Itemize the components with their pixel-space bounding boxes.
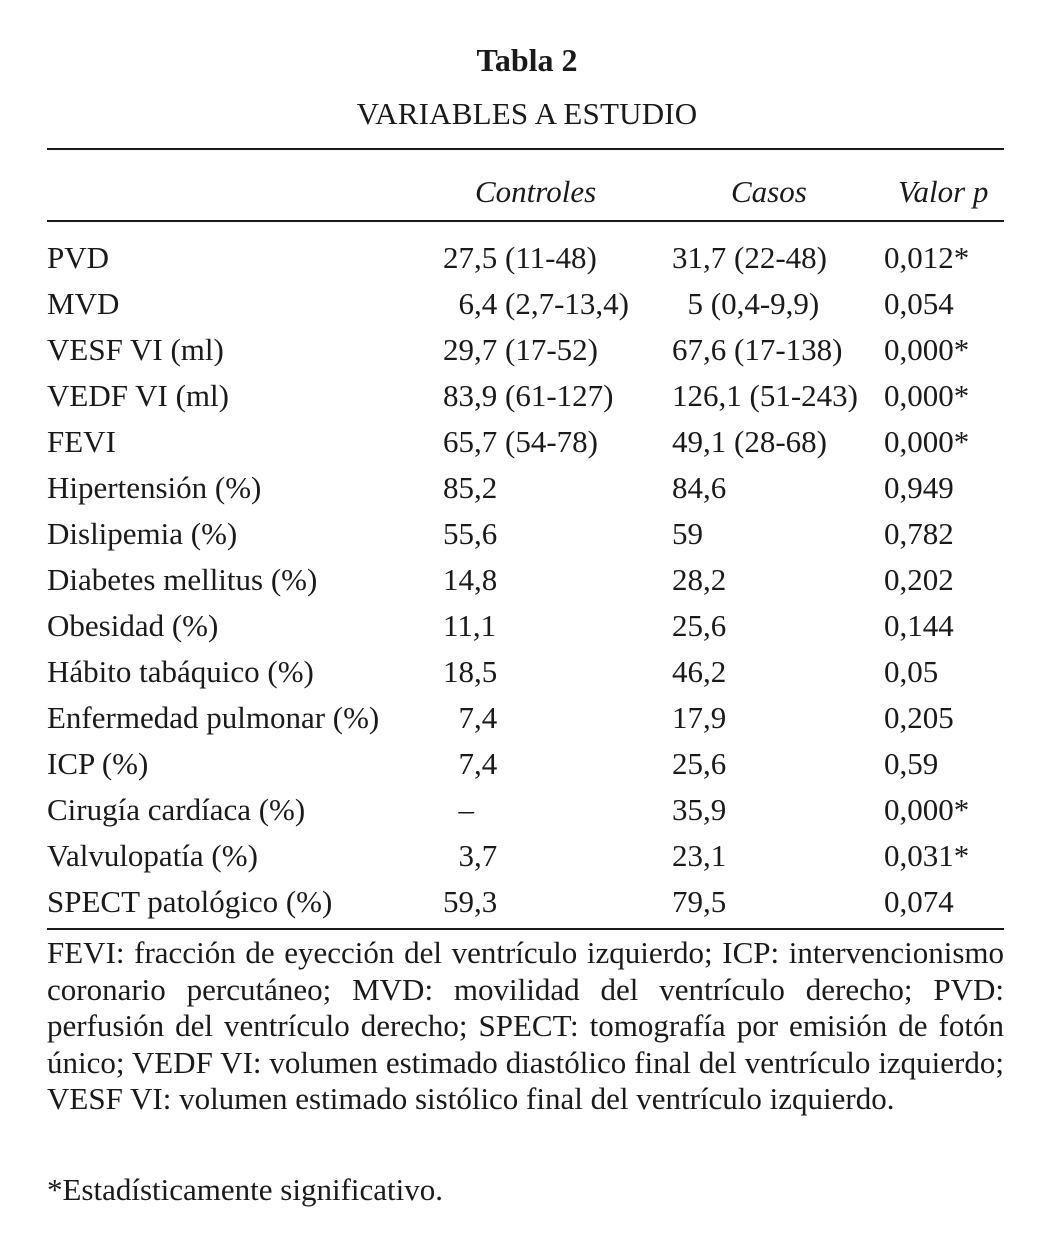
cell-variable	[47, 787, 443, 833]
cell-controles	[443, 741, 672, 787]
table-row	[47, 833, 1004, 879]
table-row	[47, 695, 1004, 741]
cell-valor-p	[884, 557, 1004, 603]
cell-controles-text: 6,4 (2,7-13,4)	[458, 286, 629, 321]
cell-controles	[443, 327, 672, 373]
cell-variable-text: Hábito tabáquico (%)	[47, 654, 314, 689]
cell-variable-text: Obesidad (%)	[47, 608, 219, 643]
cell-casos	[672, 281, 884, 327]
cell-variable	[47, 603, 443, 649]
header-valor-p: Valor p	[898, 174, 989, 209]
cell-valor-p-text: 0,000*	[884, 378, 970, 413]
cell-casos-text: 79,5	[672, 884, 727, 919]
cell-casos-text: 49,1 (28-68)	[672, 424, 827, 459]
bottom-rule	[47, 928, 1004, 930]
cell-variable	[47, 695, 443, 741]
cell-casos	[672, 327, 884, 373]
cell-valor-p	[884, 327, 1004, 373]
cell-valor-p	[884, 649, 1004, 695]
cell-casos	[672, 879, 884, 925]
cell-variable	[47, 879, 443, 925]
abbreviations-footnote: FEVI: fracción de eyección del ventrículo izquierdo; ICP: intervencionismo coronario percutáneo; MVD: movilidad del ventrículo derecho; PVD: perfusión del ventrículo derecho; SPECT: tomografía por emisión de fotón único; VEDF VI: volumen estimado diastólico final del ventrículo izquierdo; VESF VI: volumen estimado sistólico final del ventrículo izquierdo.	[47, 935, 1004, 1116]
cell-controles	[443, 373, 672, 419]
cell-valor-p-text: 0,59	[884, 746, 939, 781]
cell-valor-p	[884, 465, 1004, 511]
cell-controles	[443, 511, 672, 557]
cell-casos	[672, 603, 884, 649]
cell-controles	[443, 787, 672, 833]
cell-casos	[672, 695, 884, 741]
cell-variable	[47, 235, 443, 281]
table-row	[47, 419, 1004, 465]
cell-casos-text: 84,6	[672, 470, 727, 505]
cell-valor-p	[884, 787, 1004, 833]
cell-valor-p	[884, 833, 1004, 879]
cell-casos	[672, 419, 884, 465]
cell-valor-p-text: 0,000*	[884, 332, 970, 367]
cell-casos-text: 31,7 (22-48)	[672, 240, 827, 275]
cell-valor-p	[884, 281, 1004, 327]
table-row	[47, 281, 1004, 327]
cell-variable	[47, 327, 443, 373]
cell-valor-p	[884, 741, 1004, 787]
cell-valor-p-text: 0,000*	[884, 792, 970, 827]
cell-controles-text: 27,5 (11-48)	[443, 240, 597, 275]
cell-variable	[47, 511, 443, 557]
cell-casos-text: 25,6	[672, 608, 727, 643]
table-row	[47, 603, 1004, 649]
cell-variable	[47, 465, 443, 511]
cell-casos	[672, 465, 884, 511]
cell-casos	[672, 557, 884, 603]
cell-casos-text: 28,2	[672, 562, 727, 597]
cell-valor-p-text: 0,031*	[884, 838, 970, 873]
cell-variable-text: Hipertensión (%)	[47, 470, 262, 505]
cell-variable	[47, 281, 443, 327]
table-row	[47, 465, 1004, 511]
cell-casos-text: 46,2	[672, 654, 727, 689]
cell-casos	[672, 511, 884, 557]
cell-variable-text: Enfermedad pulmonar (%)	[47, 700, 380, 735]
cell-valor-p	[884, 603, 1004, 649]
table-row	[47, 511, 1004, 557]
header-rule	[47, 220, 1004, 222]
cell-controles-text: 3,7	[458, 838, 498, 873]
cell-variable-text: MVD	[47, 286, 120, 321]
cell-controles	[443, 235, 672, 281]
cell-variable	[47, 649, 443, 695]
cell-variable	[47, 741, 443, 787]
cell-casos-text: 25,6	[672, 746, 727, 781]
cell-controles	[443, 833, 672, 879]
cell-controles-text: 18,5	[443, 654, 498, 689]
cell-valor-p	[884, 373, 1004, 419]
cell-casos-text: 126,1 (51-243)	[672, 378, 858, 413]
top-rule	[47, 148, 1004, 150]
cell-controles-text: 65,7 (54-78)	[443, 424, 598, 459]
cell-controles	[443, 419, 672, 465]
cell-valor-p-text: 0,074	[884, 884, 954, 919]
cell-casos	[672, 373, 884, 419]
cell-controles	[443, 879, 672, 925]
table-row	[47, 787, 1004, 833]
cell-variable-text: VESF VI (ml)	[47, 332, 224, 367]
cell-controles-text: 59,3	[443, 884, 498, 919]
cell-variable-text: Diabetes mellitus (%)	[47, 562, 318, 597]
cell-variable-text: Cirugía cardíaca (%)	[47, 792, 306, 827]
significance-note: *Estadísticamente significativo.	[47, 1172, 444, 1207]
cell-valor-p-text: 0,782	[884, 516, 954, 551]
cell-controles	[443, 649, 672, 695]
cell-controles-text: 11,1	[443, 608, 497, 643]
cell-variable-text: FEVI	[47, 424, 116, 459]
cell-valor-p-text: 0,205	[884, 700, 954, 735]
cell-variable	[47, 557, 443, 603]
cell-variable-text: PVD	[47, 240, 110, 275]
cell-variable-text: VEDF VI (ml)	[47, 378, 229, 413]
cell-variable-text: Dislipemia (%)	[47, 516, 238, 551]
table-row	[47, 649, 1004, 695]
cell-casos	[672, 741, 884, 787]
table-row	[47, 327, 1004, 373]
cell-valor-p	[884, 695, 1004, 741]
cell-controles-text: 7,4	[458, 746, 498, 781]
cell-valor-p-text: 0,144	[884, 608, 954, 643]
cell-casos-text: 5 (0,4-9,9)	[687, 286, 820, 321]
cell-controles-text: 83,9 (61-127)	[443, 378, 614, 413]
cell-casos	[672, 649, 884, 695]
cell-controles-text: 7,4	[458, 700, 498, 735]
cell-valor-p	[884, 419, 1004, 465]
cell-variable	[47, 373, 443, 419]
cell-variable-text: ICP (%)	[47, 746, 149, 781]
cell-controles-text: 55,6	[443, 516, 498, 551]
cell-casos-text: 67,6 (17-138)	[672, 332, 843, 367]
cell-casos-text: 17,9	[672, 700, 727, 735]
cell-valor-p	[884, 879, 1004, 925]
cell-controles	[443, 603, 672, 649]
data-table	[47, 235, 1004, 925]
cell-casos	[672, 235, 884, 281]
cell-valor-p	[884, 235, 1004, 281]
cell-casos	[672, 787, 884, 833]
table-subtitle: VARIABLES A ESTUDIO	[356, 96, 698, 131]
table-row	[47, 741, 1004, 787]
cell-valor-p-text: 0,05	[884, 654, 939, 689]
table-row	[47, 557, 1004, 603]
cell-variable-text: SPECT patológico (%)	[47, 884, 333, 919]
table-row	[47, 373, 1004, 419]
cell-controles-text: –	[458, 792, 474, 827]
cell-variable	[47, 419, 443, 465]
cell-controles-text: 29,7 (17-52)	[443, 332, 598, 367]
cell-variable	[47, 833, 443, 879]
cell-controles-text: 85,2	[443, 470, 498, 505]
cell-controles	[443, 465, 672, 511]
table-row	[47, 879, 1004, 925]
cell-casos	[672, 833, 884, 879]
header-controles: Controles	[475, 174, 597, 209]
cell-valor-p-text: 0,012*	[884, 240, 970, 275]
header-casos: Casos	[731, 174, 807, 209]
table-row	[47, 235, 1004, 281]
cell-casos-text: 23,1	[672, 838, 727, 873]
cell-controles	[443, 695, 672, 741]
table-title: Tabla 2	[476, 42, 578, 78]
cell-variable-text: Valvulopatía (%)	[47, 838, 258, 873]
cell-valor-p-text: 0,054	[884, 286, 954, 321]
cell-controles	[443, 281, 672, 327]
cell-valor-p	[884, 511, 1004, 557]
cell-valor-p-text: 0,000*	[884, 424, 970, 459]
cell-valor-p-text: 0,949	[884, 470, 954, 505]
cell-controles-text: 14,8	[443, 562, 498, 597]
cell-controles	[443, 557, 672, 603]
cell-casos-text: 59	[672, 516, 703, 551]
cell-casos-text: 35,9	[672, 792, 727, 827]
cell-valor-p-text: 0,202	[884, 562, 954, 597]
